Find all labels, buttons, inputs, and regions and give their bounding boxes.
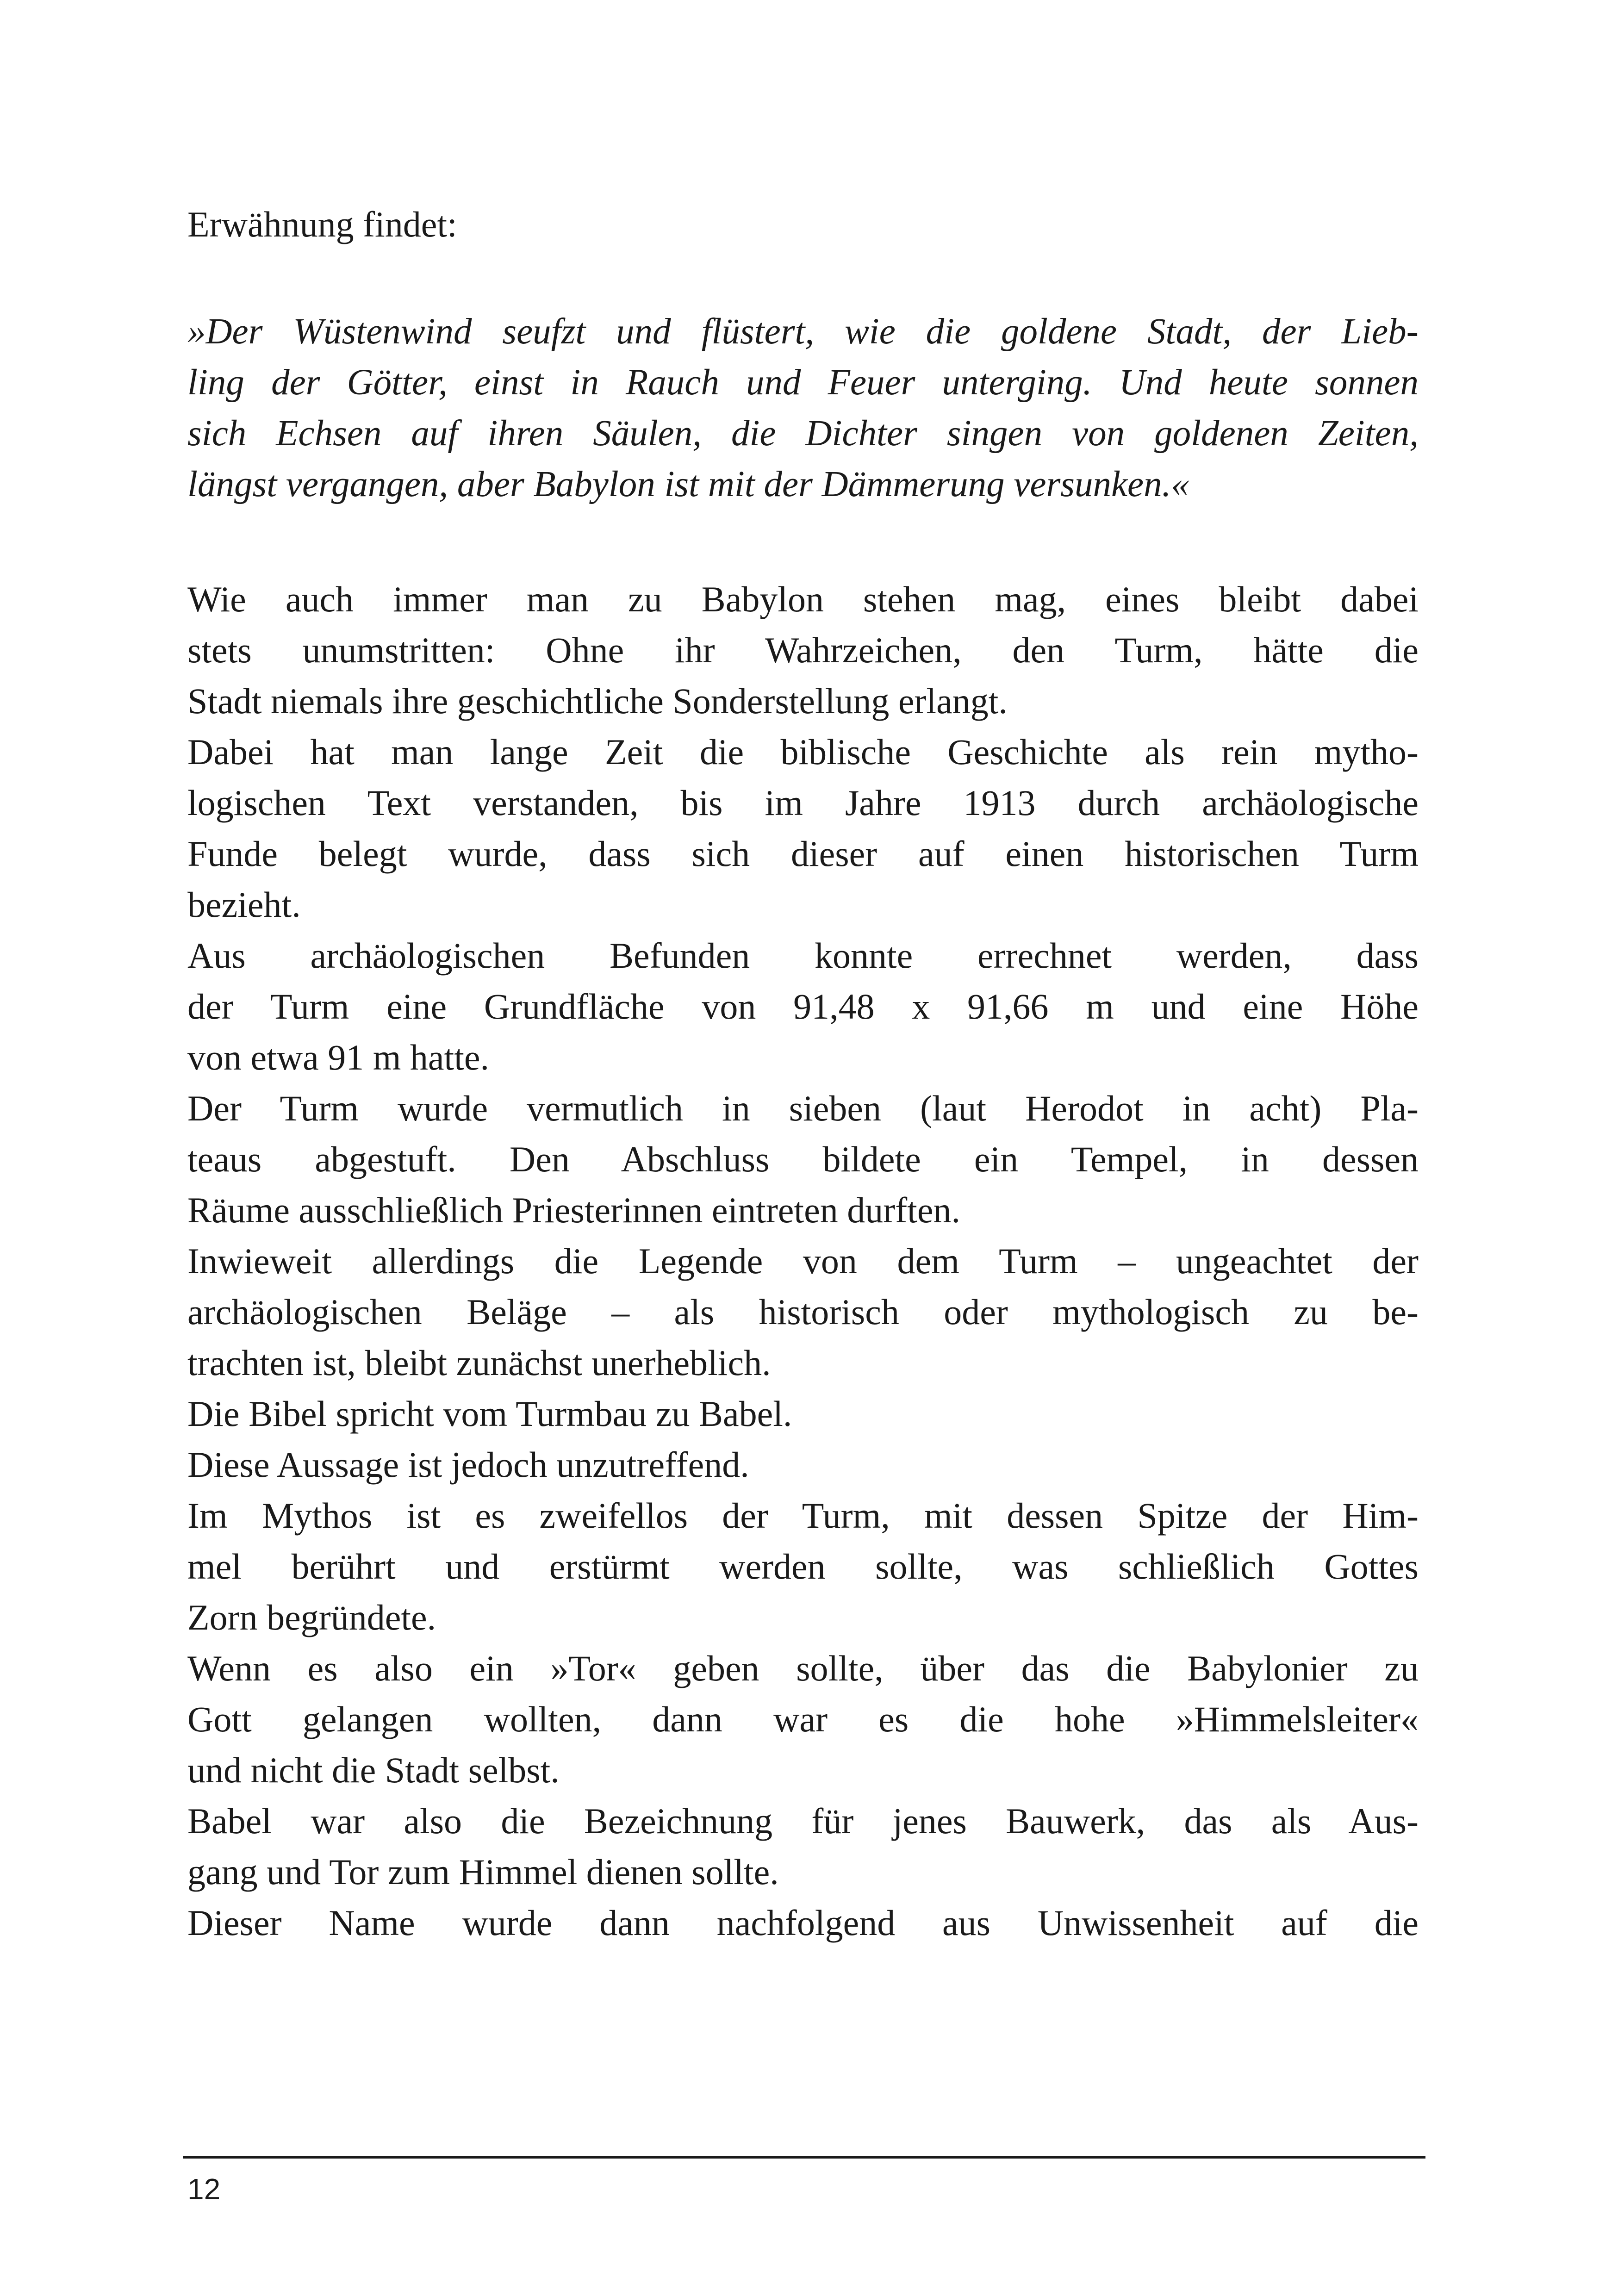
quote-line: längst vergangen, aber Babylon ist mit der Dämmerung versunken.« [187,464,1189,504]
body-line: Babel war also die Bezeichnung für jenes Bauwerk, das als Aus- [187,1801,1419,1841]
page-number: 12 [187,2172,221,2206]
body-line: Aus archäologischen Befunden konnte errechnet werden, dass [187,935,1419,976]
body-line: Die Bibel spricht vom Turmbau zu Babel. [187,1394,792,1434]
body-line: logischen Text verstanden, bis im Jahre 1913 durch archäologische [187,783,1419,823]
body-line: Gott gelangen wollten, dann war es die hohe »Himmelsleiter« [187,1699,1419,1739]
quote-line: sich Echsen auf ihren Säulen, die Dichter singen von goldenen Zeiten, [187,413,1419,454]
body-line: Dabei hat man lange Zeit die biblische Geschichte als rein mytho- [187,732,1419,772]
body-line: Stadt niemals ihre geschichtliche Sonderstellung erlangt. [187,681,1008,721]
body-line: Inwieweit allerdings die Legende von dem Turm – ungeachtet der [187,1241,1419,1281]
body-line: gang und Tor zum Himmel dienen sollte. [187,1852,779,1892]
body-line: stets unumstritten: Ohne ihr Wahrzeichen, den Turm, hätte die [187,630,1419,670]
quote-block [187,306,1419,510]
body-line: der Turm eine Grundfläche von 91,48 x 91,66 m und eine Höhe [187,986,1419,1027]
body-line: trachten ist, bleibt zunächst unerheblich. [187,1343,771,1383]
quote-line: »Der Wüstenwind seufzt und flüstert, wie die goldene Stadt, der Lieb- [187,311,1419,352]
body-line: teaus abgestuft. Den Abschluss bildete ein Tempel, in dessen [187,1139,1419,1179]
body-line: Wie auch immer man zu Babylon stehen mag, eines bleibt dabei [187,579,1419,619]
body-line: Wenn es also ein »Tor« geben sollte, über das die Babylonier zu [187,1648,1419,1688]
body-line: Funde belegt wurde, dass sich dieser auf einen historischen Turm [187,834,1419,874]
body-line: mel berührt und erstürmt werden sollte, was schließlich Gottes [187,1546,1419,1587]
body-line: Räume ausschließlich Priesterinnen eintreten durften. [187,1190,960,1230]
body-line: und nicht die Stadt selbst. [187,1750,560,1790]
body-line: Diese Aussage ist jedoch unzutreffend. [187,1444,749,1485]
body-line: bezieht. [187,884,301,925]
lead-line: Erwähnung findet: [187,204,457,244]
lead-paragraph [187,199,1419,250]
body-line: von etwa 91 m hatte. [187,1037,489,1077]
body-text [187,574,1419,1948]
body-line: archäologischen Beläge – als historisch oder mythologisch zu be- [187,1292,1419,1332]
body-line: Im Mythos ist es zweifellos der Turm, mit dessen Spitze der Him- [187,1495,1419,1536]
quote-line: ling der Götter, einst in Rauch und Feuer unterging. Und heute sonnen [187,362,1419,403]
body-line: Der Turm wurde vermutlich in sieben (laut Herodot in acht) Pla- [187,1088,1419,1128]
footer-rule [183,2156,1425,2159]
body-line: Zorn begründete. [187,1597,436,1637]
body-line: Dieser Name wurde dann nachfolgend aus Unwissenheit auf die [187,1903,1419,1943]
